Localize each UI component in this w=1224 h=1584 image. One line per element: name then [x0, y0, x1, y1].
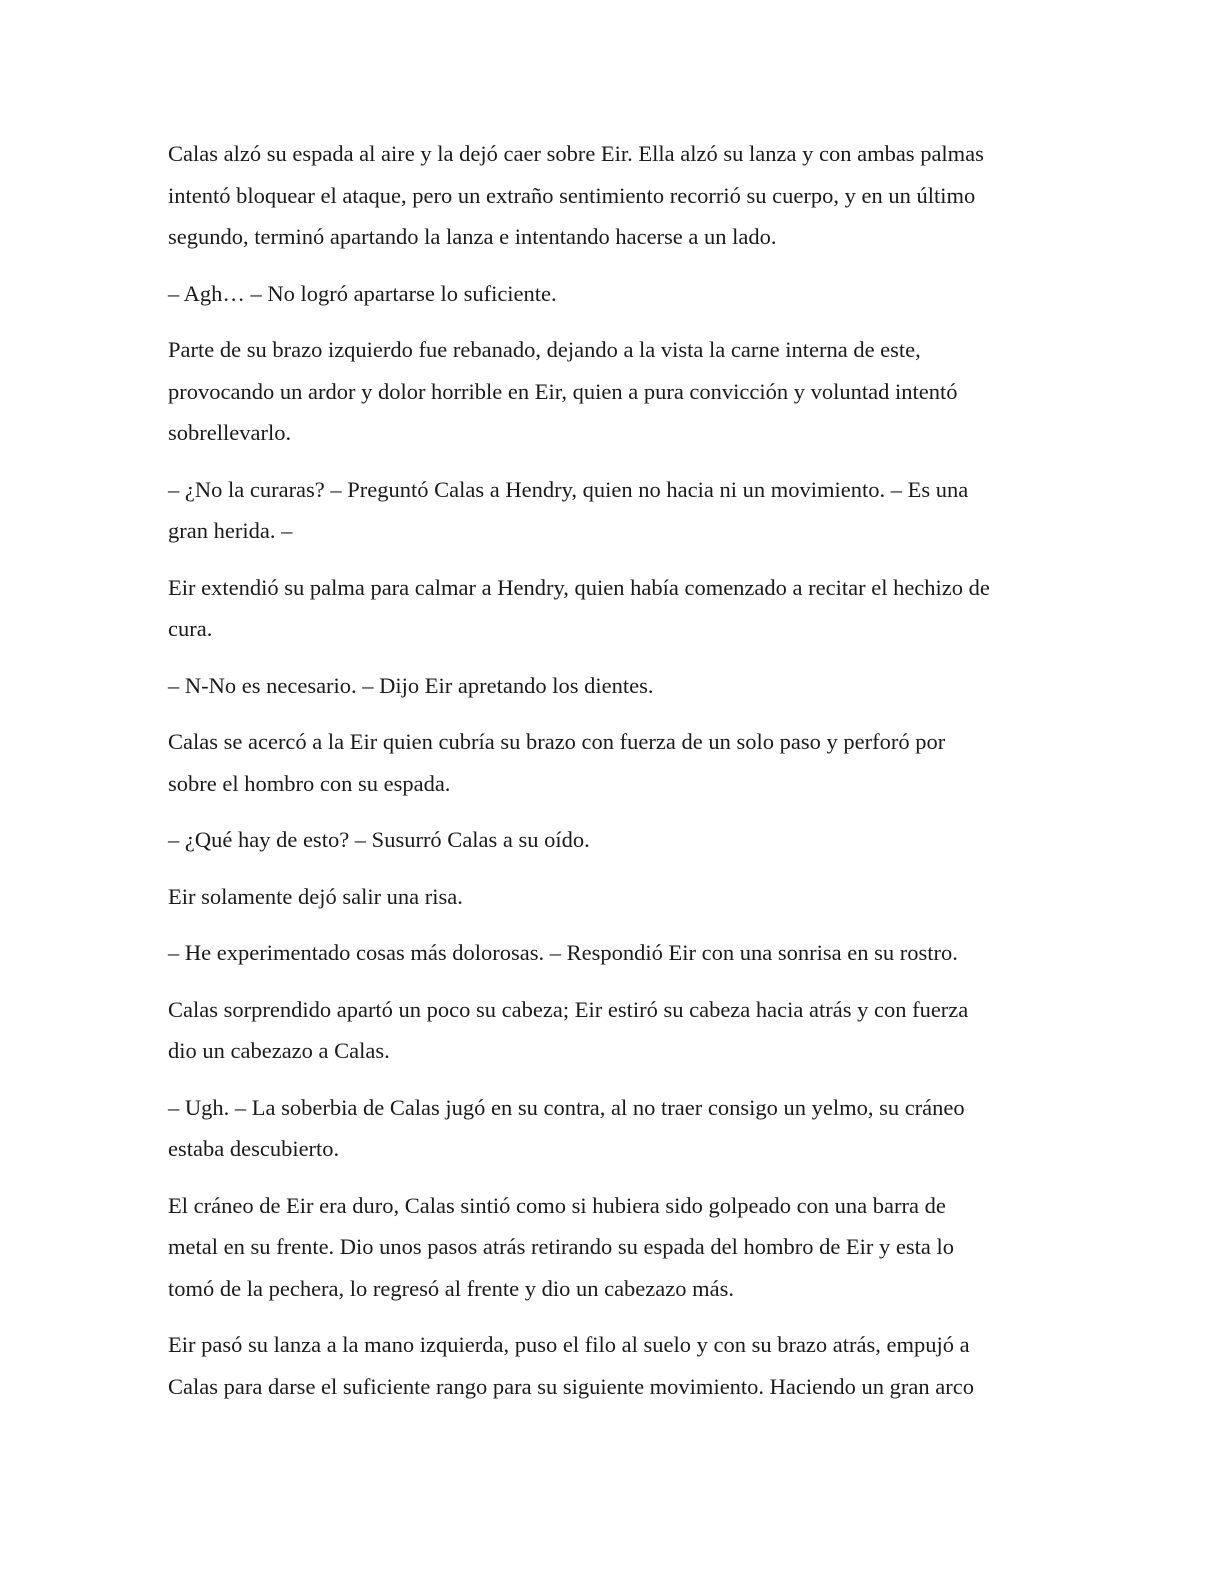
paragraph: [168, 1324, 1058, 1407]
text-line: Calas sorprendido apartó un poco su cabeza; Eir estiró su cabeza hacia atrás y con fuerza: [168, 996, 969, 1022]
paragraph: [168, 876, 1058, 918]
paragraph: [168, 932, 1058, 974]
text-line: tomó de la pechera, lo regresó al frente y dio un cabezazo más.: [168, 1275, 734, 1301]
text-line: metal en su frente. Dio unos pasos atrás retirando su espada del hombro de Eir y esta lo: [168, 1234, 955, 1259]
text-line: estaba descubierto.: [168, 1136, 340, 1161]
paragraph: [168, 665, 1058, 707]
text-line: cura.: [168, 616, 213, 641]
text-line: Parte de su brazo izquierdo fue rebanado, dejando a la vista la carne interna de este,: [168, 337, 921, 362]
text-line: dio un cabezazo a Calas.: [168, 1038, 390, 1063]
text-line: – Ugh. – La soberbia de Calas jugó en su contra, al no traer consigo un yelmo, su cráneo: [168, 1094, 965, 1120]
text-line: Eir solamente dejó salir una risa.: [168, 883, 463, 909]
paragraph: [168, 329, 1058, 454]
paragraph: [168, 133, 1058, 258]
text-line: – ¿Qué hay de esto? – Susurró Calas a su oído.: [168, 827, 590, 852]
paragraph: [168, 567, 1058, 650]
text-line: provocando un ardor y dolor horrible en Eir, quien a pura convicción y voluntad intentó: [168, 378, 958, 404]
text-line: sobrellevarlo.: [168, 420, 292, 445]
text-line: segundo, terminó apartando la lanza e intentando hacerse a un lado.: [168, 224, 777, 249]
document-page: [168, 133, 1058, 1422]
text-line: gran herida. –: [168, 518, 293, 543]
paragraph: [168, 469, 1058, 552]
paragraph: [168, 721, 1058, 804]
text-line: – ¿No la curaras? – Preguntó Calas a Hendry, quien no hacia ni un movimiento. – Es una: [168, 476, 969, 502]
paragraph: [168, 1087, 1058, 1170]
text-line: sobre el hombro con su espada.: [168, 770, 451, 796]
paragraph: [168, 989, 1058, 1072]
text-line: – Agh… – No logró apartarse lo suficiente.: [168, 280, 557, 306]
text-line: Eir extendió su palma para calmar a Hendry, quien había comenzado a recitar el hechizo de: [168, 574, 990, 600]
text-line: Eir pasó su lanza a la mano izquierda, puso el filo al suelo y con su brazo atrás, empujó a: [168, 1332, 970, 1357]
text-line: Calas se acercó a la Eir quien cubría su brazo con fuerza de un solo paso y perforó por: [168, 729, 946, 754]
text-line: El cráneo de Eir era duro, Calas sintió como si hubiera sido golpeado con una barra de: [168, 1192, 946, 1218]
text-line: Calas alzó su espada al aire y la dejó caer sobre Eir. Ella alzó su lanza y con ambas palmas: [168, 141, 984, 166]
paragraph: [168, 1185, 1058, 1310]
text-line: intentó bloquear el ataque, pero un extraño sentimiento recorrió su cuerpo, y en un último: [168, 182, 976, 208]
paragraph: [168, 273, 1058, 315]
text-line: Calas para darse el suficiente rango para su siguiente movimiento. Haciendo un gran arco: [168, 1373, 974, 1399]
text-line: – N-No es necesario. – Dijo Eir apretando los dientes.: [168, 672, 654, 698]
text-line: – He experimentado cosas más dolorosas. – Respondió Eir con una sonrisa en su rostro.: [168, 940, 958, 965]
paragraph: [168, 819, 1058, 861]
